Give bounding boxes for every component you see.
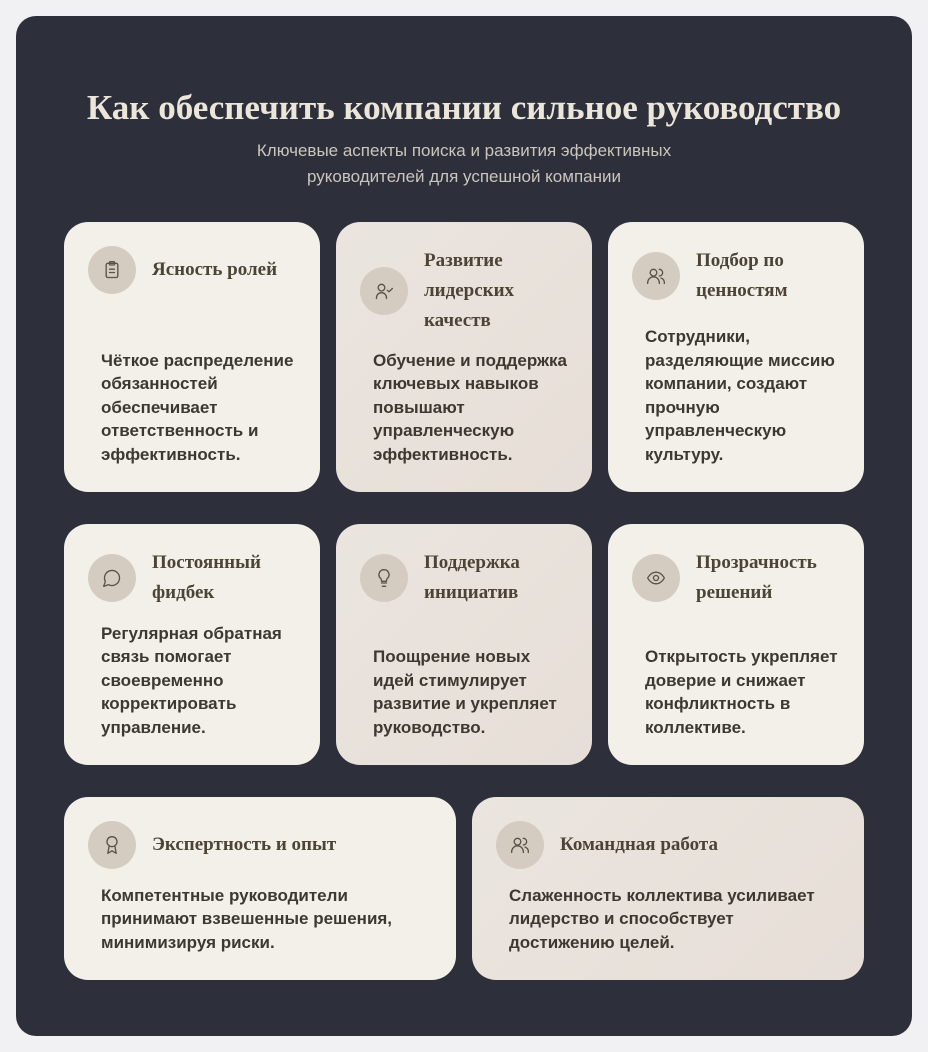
feature-card — [64, 524, 320, 765]
card-title: Поддержка инициатив — [424, 552, 520, 603]
card-text: Поощрение новых идей стимулирует развитие и укрепляет руководство. — [373, 647, 557, 737]
card-text: Регулярная обратная связь помогает своевременно корректировать управление. — [101, 623, 282, 737]
card-title: Ясность ролей — [152, 259, 278, 280]
award-icon — [88, 821, 136, 869]
card-text: Обучение и поддержка ключевых навыков повышают управленческую эффективность. — [373, 350, 567, 464]
clipboard-icon — [88, 246, 136, 294]
card-text: Открытость укрепляет доверие и снижает конфликтность в коллективе. — [645, 647, 838, 737]
eye-icon — [632, 554, 680, 602]
feature-card — [608, 222, 864, 492]
feature-card — [336, 524, 592, 765]
card-header — [632, 246, 840, 306]
card-header — [88, 821, 432, 869]
card-header — [88, 548, 296, 608]
users-icon — [632, 252, 680, 300]
feature-card — [472, 797, 864, 980]
feature-card — [64, 222, 320, 492]
card-title: Подбор по ценностям — [696, 250, 788, 301]
card-title: Командная работа — [560, 834, 718, 855]
card-title: Постоянный фидбек — [152, 552, 261, 603]
user-check-icon — [360, 267, 408, 315]
page-title: Как обеспечить компании сильное руководство — [86, 88, 842, 127]
card-header — [360, 246, 568, 336]
message-circle-icon — [88, 554, 136, 602]
card-text: Чёткое распределение обязанностей обеспечивает ответственность и эффективность. — [101, 350, 294, 464]
users-icon — [496, 821, 544, 869]
page-subtitle: Ключевые аспекты поиска и развития эффективных руководителей для успешной компании — [256, 141, 672, 186]
card-header — [88, 246, 296, 294]
card-header — [632, 548, 840, 608]
feature-card — [64, 797, 456, 980]
feature-card — [608, 524, 864, 765]
card-text: Сотрудники, разделяющие миссию компании, создают прочную управленческую культуру. — [645, 327, 835, 464]
card-text: Слаженность коллектива усиливает лидерство и способствует достижению целей. — [509, 885, 815, 952]
card-title: Прозрачность решений — [696, 552, 817, 603]
card-text: Компетентные руководители принимают взвешенные решения, минимизируя риски. — [101, 885, 393, 952]
feature-card — [336, 222, 592, 492]
lightbulb-icon — [360, 554, 408, 602]
card-header — [360, 548, 568, 608]
card-header — [496, 821, 840, 869]
card-title: Развитие лидерских качеств — [424, 250, 515, 331]
card-title: Экспертность и опыт — [152, 834, 337, 855]
